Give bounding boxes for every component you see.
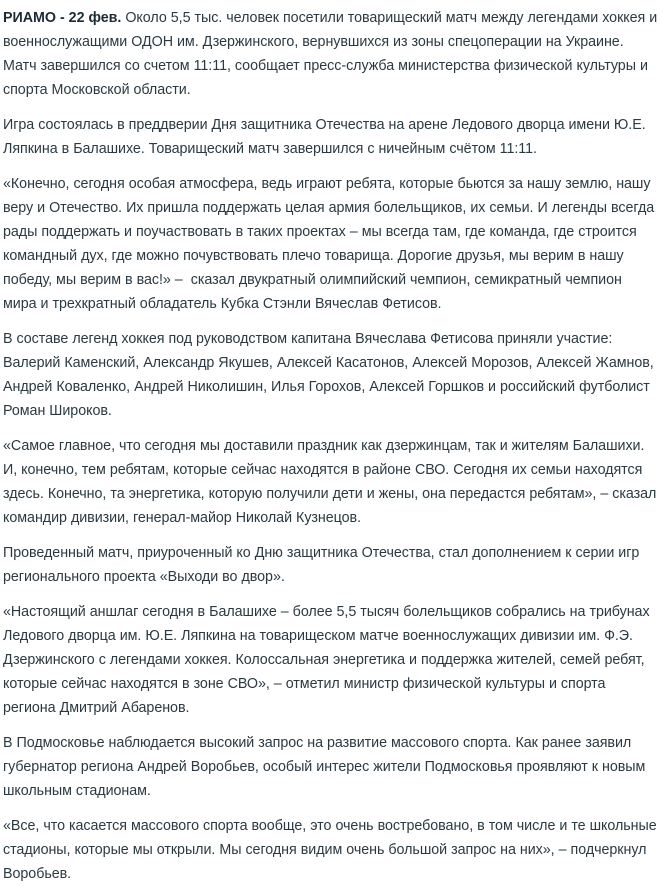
paragraph-quote-fetisov: «Конечно, сегодня особая атмосфера, ведь играют ребята, которые бьются за нашу землю, нашу веру и Отечество. Их пришла поддержать целая армия болельщиков, их семьи. И легенды всегда рады поддержать и поучаствовать в таких проектах – мы всегда там, где команда, где строится командный дух, где можно почувствовать плечо товарища. Дорогие друзья, мы верим в нашу победу, мы верим в вас!» – сказал двукратный олимпийский чемпион, семикратный чемпион мира и трехкратный обладатель Кубка Стэнли Вячеслав Фетисов. xyxy=(3,176,659,312)
paragraph-region-demand: В Подмосковье наблюдается высокий запрос на развитие массового спорта. Как ранее заявил губернатор региона Андрей Воробьев, особый интерес жители Подмосковья проявляют к новым школьным стадионам. xyxy=(3,735,650,799)
paragraph-project: Проведенный матч, приуроченный ко Дню защитника Отечества, стал дополнением к серии игр регионального проекта «Выходи во двор». xyxy=(3,545,644,585)
paragraph-venue: Игра состоялась в преддверии Дня защитника Отечества на арене Ледового дворца имени Ю.Е. Ляпкина в Балашихе. Товарищеский матч завершился с ничейным счётом 11:11. xyxy=(3,117,650,157)
source-dateline: РИАМО - 22 фев. xyxy=(3,10,122,26)
paragraph-text: Около 5,5 тыс. человек посетили товарищеский матч между легендами хоккея и военнослужащими ОДОН им. Дзержинского, вернувшихся из зоны спецоперации на Украине. Матч завершился со счетом 11:11, сообщает пресс-служба министерства физической культуры и спорта Московской области. xyxy=(3,10,662,98)
paragraph-quote-vorobyev: «Все, что касается массового спорта вообще, это очень востребовано, в том числе и те школьные стадионы, которые мы открыли. Мы сегодня видим очень большой запрос на них», – подчеркнул Воробьев. xyxy=(3,818,661,882)
paragraph-lineup: В составе легенд хоккея под руководством капитана Вячеслава Фетисова приняли участие: Валерий Каменский, Александр Якушев, Алексей Касатонов, Алексей Морозов, Алексей Жамнов, Андрей Коваленко, Андрей Николишин, Илья Горохов, Алексей Горшков и российский футболист Роман Широков. xyxy=(3,331,658,419)
paragraph-quote-kuznetsov: «Самое главное, что сегодня мы доставили праздник как дзержинцам, так и жителям Балашихи. И, конечно, тем ребятам, которые сейчас находятся в районе СВО. Сегодня их семьи находятся здесь. Конечно, та энергетика, которую получили дети и жены, она передастся ребятам», – сказал командир дивизии, генерал-майор Николай Кузнецов. xyxy=(3,438,661,526)
paragraph-lede xyxy=(3,6,662,102)
paragraph-quote-abarenov: «Настоящий аншлаг сегодня в Балашихе – более 5,5 тысяч болельщиков собрались на трибунах Ледового дворца им. Ю.Е. Ляпкина на товарищеском матче военнослужащих дивизии им. Ф.Э. Дзержинского с легендами хоккея. Колоссальная энергетика и поддержка жителей, семей ребят, которые сейчас находятся в зоне СВО», – отметил министр физической культуры и спорта региона Дмитрий Абаренов. xyxy=(3,604,654,716)
